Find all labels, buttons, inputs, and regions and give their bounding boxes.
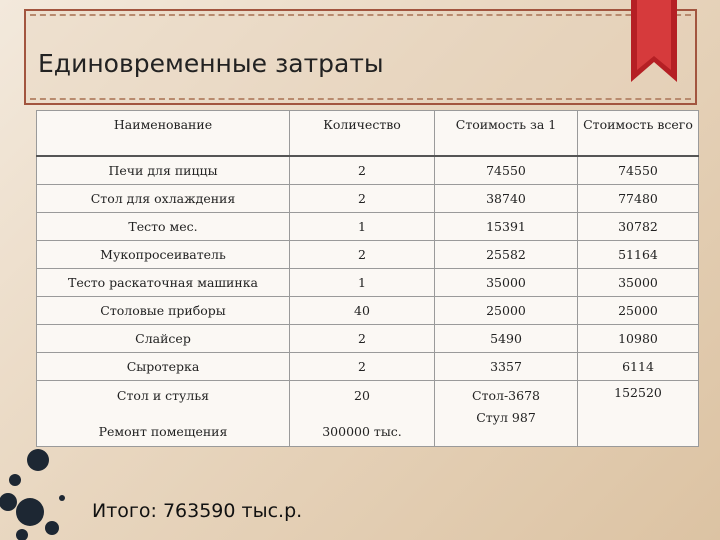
header-total-cost: Стоимость всего [578,111,699,157]
cell-total-cost: 74550 [578,156,699,185]
cell-name: Столовые приборы [37,297,290,325]
table-header-row [37,111,699,157]
cell-quantity: 2 [290,156,435,185]
cell-name-line-2: Ремонт помещения [98,424,228,439]
cell-unit-cost: 25000 [435,297,578,325]
table-row [37,213,699,241]
cell-total-cost: 152520 [578,381,699,447]
header-quantity: Количество [290,111,435,157]
cell-unit-cost-line-1: Стол-3678 [472,388,540,403]
table-row [37,297,699,325]
cell-name: Тесто раскаточная машинка [37,269,290,297]
cell-unit-cost: 15391 [435,213,578,241]
table-row [37,325,699,353]
ink-blots-decoration [0,440,80,540]
page-title: Единовременные затраты [38,49,384,78]
cell-unit-cost: 74550 [435,156,578,185]
cell-quantity: 40 [290,297,435,325]
costs-table [36,110,699,447]
cell-name: Слайсер [37,325,290,353]
table-row [37,353,699,381]
cell-quantity: 2 [290,325,435,353]
cell-quantity: 2 [290,353,435,381]
table-row [37,269,699,297]
total-summary: Итого: 763590 тыс.р. [92,500,303,522]
table-row [37,381,699,447]
header-name: Наименование [37,111,290,157]
cell-quantity-line-2: 300000 тыс. [322,424,402,439]
cell-quantity: 1 [290,213,435,241]
cell-quantity: 2 [290,185,435,213]
bookmark-ribbon-icon [631,0,677,82]
table-row [37,185,699,213]
cell-quantity: 2 [290,241,435,269]
table-row [37,156,699,185]
cell-total-cost: 30782 [578,213,699,241]
table-row [37,241,699,269]
header-unit-cost: Стоимость за 1 [435,111,578,157]
cell-unit-cost-line-2: Стул 987 [476,410,536,425]
cell-name-line-1: Стол и стулья [116,388,210,403]
cell-name: Мукопросеиватель [37,241,290,269]
cell-unit-cost: 25582 [435,241,578,269]
cell-unit-cost: 5490 [435,325,578,353]
cell-name: Стол для охлаждения [37,185,290,213]
cell-name [37,381,290,447]
cell-total-cost: 6114 [578,353,699,381]
cell-quantity: 1 [290,269,435,297]
cell-quantity [290,381,435,447]
cell-unit-cost [435,381,578,447]
cell-total-cost: 51164 [578,241,699,269]
cell-total-cost: 25000 [578,297,699,325]
cell-quantity-line-1: 20 [354,388,370,403]
cell-total-cost: 10980 [578,325,699,353]
cell-name: Сыротерка [37,353,290,381]
cell-name: Печи для пиццы [37,156,290,185]
cell-unit-cost: 35000 [435,269,578,297]
title-frame [24,9,697,105]
cell-total-cost: 77480 [578,185,699,213]
cell-total-cost: 35000 [578,269,699,297]
cell-unit-cost: 3357 [435,353,578,381]
cell-unit-cost: 38740 [435,185,578,213]
cell-name: Тесто мес. [37,213,290,241]
